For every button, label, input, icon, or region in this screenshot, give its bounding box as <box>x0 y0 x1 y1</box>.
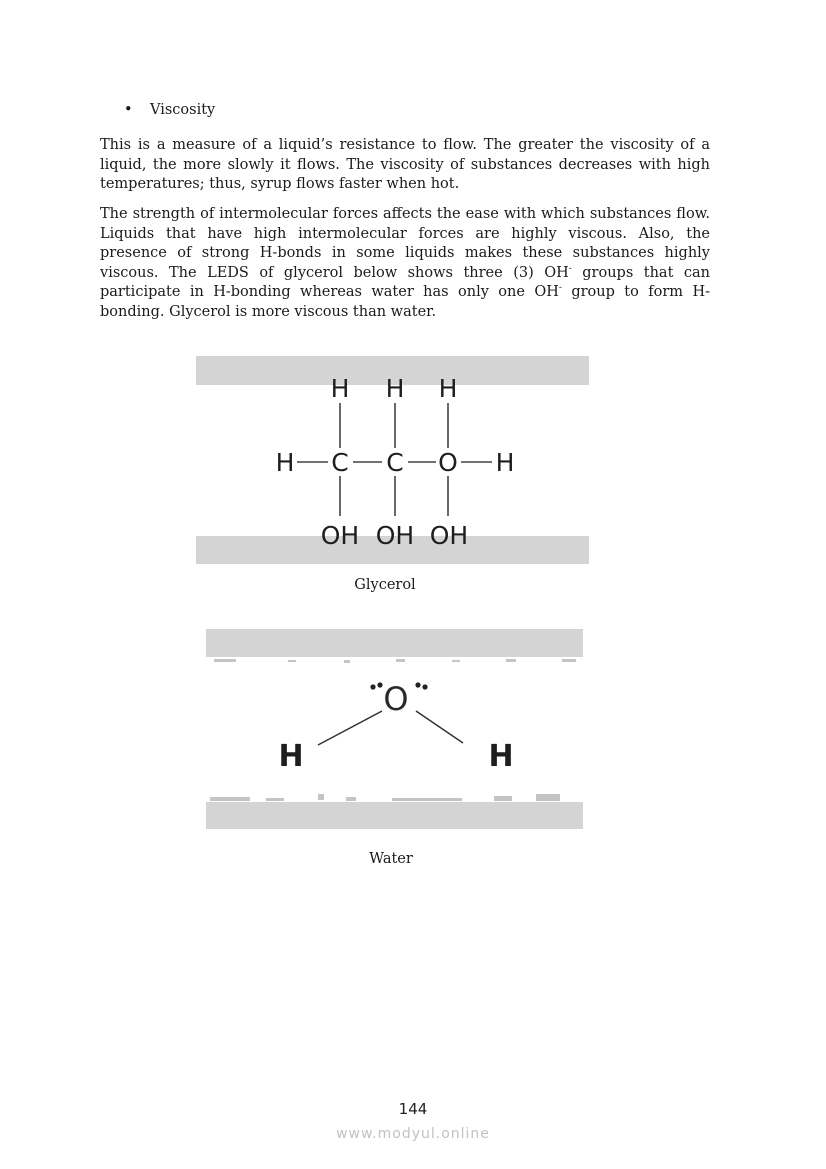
glycerol-hydroxyl-2: OH <box>375 521 415 550</box>
bullet-item-viscosity <box>124 100 215 120</box>
glycerol-carbon-1: C <box>331 448 349 477</box>
glycerol-right-hydrogen: H <box>495 448 515 477</box>
paragraph-intermolecular-forces <box>100 205 710 323</box>
glycerol-caption: Glycerol <box>354 577 416 593</box>
superscript-minus: - <box>568 263 572 274</box>
water-structure-figure <box>206 629 583 829</box>
paragraph2-text-2: groups that can participate in H-bonding whereas water has only one OH <box>100 264 710 301</box>
paragraph-viscosity-definition: This is a measure of a liquid’s resistance to flow. The greater the viscosity of a liquid, the more slowly it flows. The viscosity of substances decreases with high temperatures; thus, syrup flows faster when hot. <box>100 137 710 193</box>
watermark: www.modyul.online <box>336 1126 490 1142</box>
glycerol-hydroxyl-3: OH <box>429 521 469 550</box>
water-caption: Water <box>369 851 413 867</box>
bullet-heading: Viscosity <box>150 102 216 118</box>
glycerol-oxygen: O <box>438 448 458 477</box>
bottom-gray-band <box>206 802 583 829</box>
water-hydrogen-left: H <box>278 739 304 774</box>
glycerol-top-hydrogen-2: H <box>385 374 405 403</box>
glycerol-top-hydrogen-3: H <box>438 374 458 403</box>
water-oxygen: O <box>383 680 409 718</box>
glycerol-hydroxyl-1: OH <box>320 521 360 550</box>
paragraph2-text-3: group to form H-bonding. Glycerol is more viscous than water. <box>100 284 710 320</box>
bullet-symbol: • <box>124 102 133 118</box>
glycerol-carbon-2: C <box>386 448 404 477</box>
glycerol-left-hydrogen: H <box>275 448 295 477</box>
glycerol-structure-figure <box>196 356 589 564</box>
paragraph2-text-1: The strength of intermolecular forces affects the ease with which substances flow. Liquids that have high intermolecular forces are highly viscous. Also, the presence of strong H-bonds in some liquids makes these substances highly viscous. The LEDS of glycerol below shows three (3) OH <box>100 206 710 281</box>
glycerol-top-hydrogen-1: H <box>330 374 350 403</box>
top-gray-band <box>206 629 583 657</box>
glycerol-structure-diagram <box>196 356 589 564</box>
water-structure-diagram <box>206 629 583 829</box>
page-number: 144 <box>398 1100 428 1118</box>
water-hydrogen-right: H <box>488 739 514 774</box>
superscript-minus: - <box>558 283 562 294</box>
